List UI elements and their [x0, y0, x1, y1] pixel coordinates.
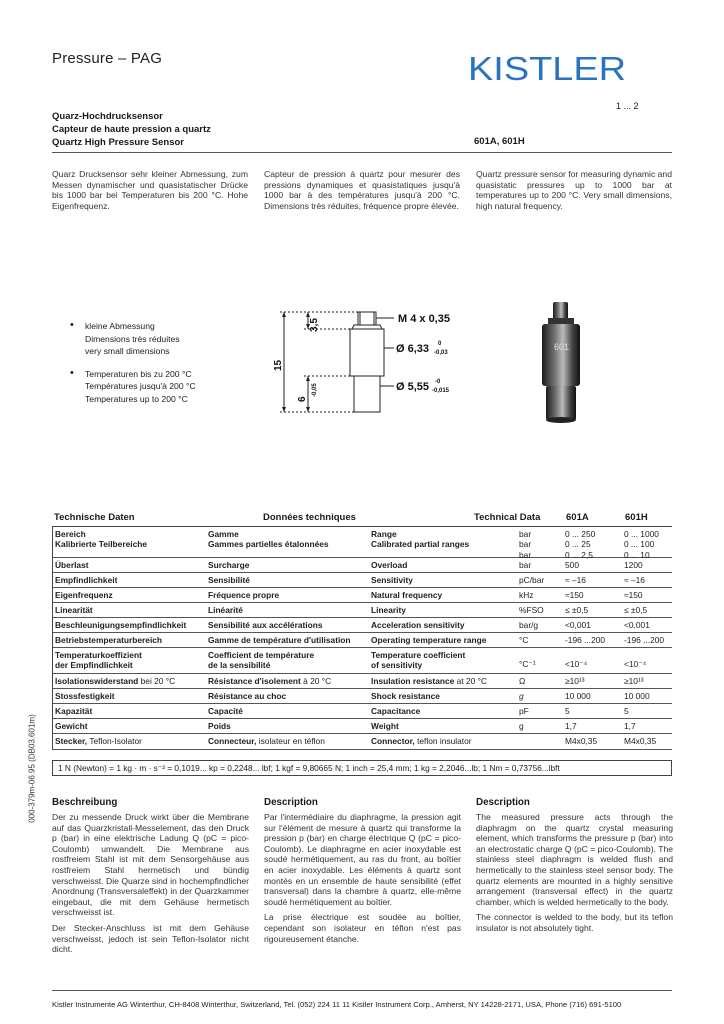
unit-conversion-note: 1 N (Newton) = 1 kg · m · s⁻² = 0,1019... kp = 0,2248... lbf; 1 kgf = 9,80665 N; 1 inch = 25,4 mm; 1 kg = 2,2046...lb; 1 Nm = 0,73756...lbft — [52, 760, 672, 776]
svg-text:15: 15 — [273, 359, 284, 371]
footer-divider — [52, 990, 672, 991]
tech-head-601a: 601A — [566, 512, 589, 523]
svg-text:-0: -0 — [435, 379, 441, 385]
table-row: Linearität Linéarité Linearity %FSO ≤ ±0,5 ≤ ±0,5 — [53, 603, 672, 618]
feature-item: • kleine Abmessung Dimensions très réduites very small dimensions — [70, 319, 180, 357]
table-row: Bereich Kalibrierte Teilbereiche Gamme Gammes partielles étalonnées Range Calibrated partial ranges bar bar bar 0 ... 250 0 ... 25 0 ... 2,5 0 ... 1000 0 ... 100 0 ... 10 — [53, 527, 672, 558]
svg-text:-0,05: -0,05 — [312, 383, 318, 397]
sensor-photo — [532, 300, 590, 424]
technical-data-table — [52, 526, 672, 750]
page-title: Pressure – PAG — [52, 50, 163, 67]
product-subtitle: Quarz-Hochdrucksensor Capteur de haute pression a quartz Quartz High Pressure Sensor — [52, 111, 211, 148]
table-row: Empfindlichkeit Sensibilité Sensitivity pC/bar ≈ –16 ≈ –16 — [53, 573, 672, 588]
desc-title-fr: Description — [264, 797, 318, 808]
svg-text:6: 6 — [297, 396, 308, 402]
bullet-icon: • — [70, 366, 74, 379]
svg-text:3,5: 3,5 — [309, 318, 320, 332]
bullet-icon: • — [70, 319, 74, 331]
svg-text:601: 601 — [554, 342, 570, 352]
intro-de: Quarz Drucksensor sehr kleiner Abmessung, zum Messen dynamischer und quasistatischer Drücke bis 1000 bar bei Temperaturen bis 200 °C. Hohe Eigenfrequenz. — [52, 169, 248, 211]
table-row: Isolationswiderstand bei 20 °C Résistance d'isolement à 20 °C Insulation resistance at 20 °C Ω ≥10¹³ ≥10¹³ — [53, 674, 672, 689]
tech-head-601h: 601H — [625, 512, 648, 523]
description-en: The measured pressure acts through the diaphragm on the quartz crystal measuring element, which transforms the pressure p (bar) into an electrostatic charge Q (pC = pico-Coulomb). The stainless steel diaphragm is welded flush and hermetically to the stainless steel sensor body. The quartz elements are mounted in a highly sensitive arrangement (transversal effect) in the quartz chamber, which is welded hermetically to the body. The connector is welded to the body, but its teflon insulator is not absolutely tight. — [476, 812, 673, 933]
intro-fr: Capteur de pression à quartz pour mesurer des pressions dynamiques et quasistatiques jusqu'à 1000 bar à des températures jusqu'à 200 °C. Dimensions très réduites, fréquence propre élevée. — [264, 169, 460, 211]
table-row: Kapazität Capacité Capacitance pF 5 5 — [53, 704, 672, 719]
table-row: Stecker, Teflon-Isolator Connecteur, isolateur en téflon Connector, teflon insulator M4x0,35 M4x0,35 — [53, 734, 672, 750]
table-row: Beschleunigungsempfindlichkeit Sensibilité aux accélérations Acceleration sensitivity bar/g <0,001 <0,001 — [53, 618, 672, 633]
table-row: Temperaturkoeffizient der Empfindlichkeit Coefficient de température de la sensibilité Temperature coefficient of sensitivity °C⁻¹ <10⁻⁴ <10⁻⁴ — [53, 648, 672, 674]
svg-text:KISTLER: KISTLER — [468, 50, 626, 86]
table-row: Stossfestigkeit Résistance au choc Shock resistance g 10 000 10 000 — [53, 689, 672, 704]
table-row: Eigenfrequenz Fréquence propre Natural frequency kHz ≈150 ≈150 — [53, 588, 672, 603]
desc-title-en: Description — [476, 797, 530, 808]
svg-text:-0,015: -0,015 — [432, 388, 450, 394]
model-number: 601A, 601H — [474, 136, 525, 147]
svg-text:Ø 5,55: Ø 5,55 — [396, 381, 430, 393]
document-code: 000-379m-06.95 (DB03.601m) — [27, 714, 37, 823]
feature-list — [70, 320, 260, 416]
header-divider — [52, 152, 672, 153]
dimension-drawing — [262, 300, 462, 418]
svg-text:M 4 x 0,35: M 4 x 0,35 — [398, 313, 450, 325]
intro-en: Quartz pressure sensor for measuring dynamic and quasistatic pressures up to 1000 bar at temperatures up to 200 °C. Very small dimensions, high natural frequency. — [476, 169, 672, 211]
feature-item: • Temperaturen bis zu 200 °C Températures jusqu'à 200 °C Temperatures up to 200 °C — [70, 366, 196, 404]
tech-head-de: Technische Daten — [54, 512, 135, 523]
table-row: Gewicht Poids Weight g 1,7 1,7 — [53, 719, 672, 734]
tech-head-en: Technical Data — [474, 512, 541, 523]
svg-text:Ø 6,33: Ø 6,33 — [396, 343, 430, 355]
description-de: Der zu messende Druck wirkt über die Membrane auf das Quarzkristall-Messelement, das den Druck p (bar) in eine elektrische Ladung Q (pC = pico-Coulomb) umwandelt. Die Membrane aus rostfreiem Stahl ist mit dem Sensorgehäuse aus rostfreiem Stahl hermetisch und bündig verschweisst. Die Quarze sind in hochempfindlicher Anordnung (Transversaleffekt) in der Quarzkammer eingebaut, die mit dem Gehäuse hermetisch verschweisst ist. Der Stecker-Anschluss ist mit dem Gehäuse verschweisst, jedoch ist sein Teflon-Isolator nicht dicht. — [52, 812, 249, 955]
tech-head-fr: Données techniques — [263, 512, 356, 523]
footer-address: Kistler Instrumente AG Winterthur, CH-8408 Winterthur, Switzerland, Tel. (052) 224 11 11 Kistler Instrument Corp., Amherst, NY 14228-2171, USA, Phone (716) 691-5100 — [52, 1000, 622, 1009]
kistler-logo — [468, 50, 628, 86]
table-row: Überlast Surcharge Overload bar 500 1200 — [53, 558, 672, 573]
svg-text:0: 0 — [438, 341, 442, 347]
page-number: 1 ... 2 — [616, 101, 639, 111]
svg-text:-0,03: -0,03 — [434, 350, 448, 356]
desc-title-de: Beschreibung — [52, 797, 118, 808]
table-row: Betriebstemperaturbereich Gamme de température d'utilisation Operating temperature range °C -196 ...200 -196 ...200 — [53, 633, 672, 648]
description-fr: Par l'intermédiaire du diaphragme, la pression agit sur l'élément de mesure à quartz qui transforme la pression p (bar) en charge électrique Q (pC = pico-Coulomb). Le diaphragme en acier inoxydable est soudé hermétiquement, au ras du front, au boîtier en acier inoxydable. Les éléments à quartz sont montés en un ensemble de haute sensibilité (effet transversal) dans la chambre à quartz, elle-même soudé hermétiquement au boîtier. La prise électrique est soudée au boîtier, cependant son isolateur en téflon n'est pas rigoureusement étanche. — [264, 812, 461, 944]
